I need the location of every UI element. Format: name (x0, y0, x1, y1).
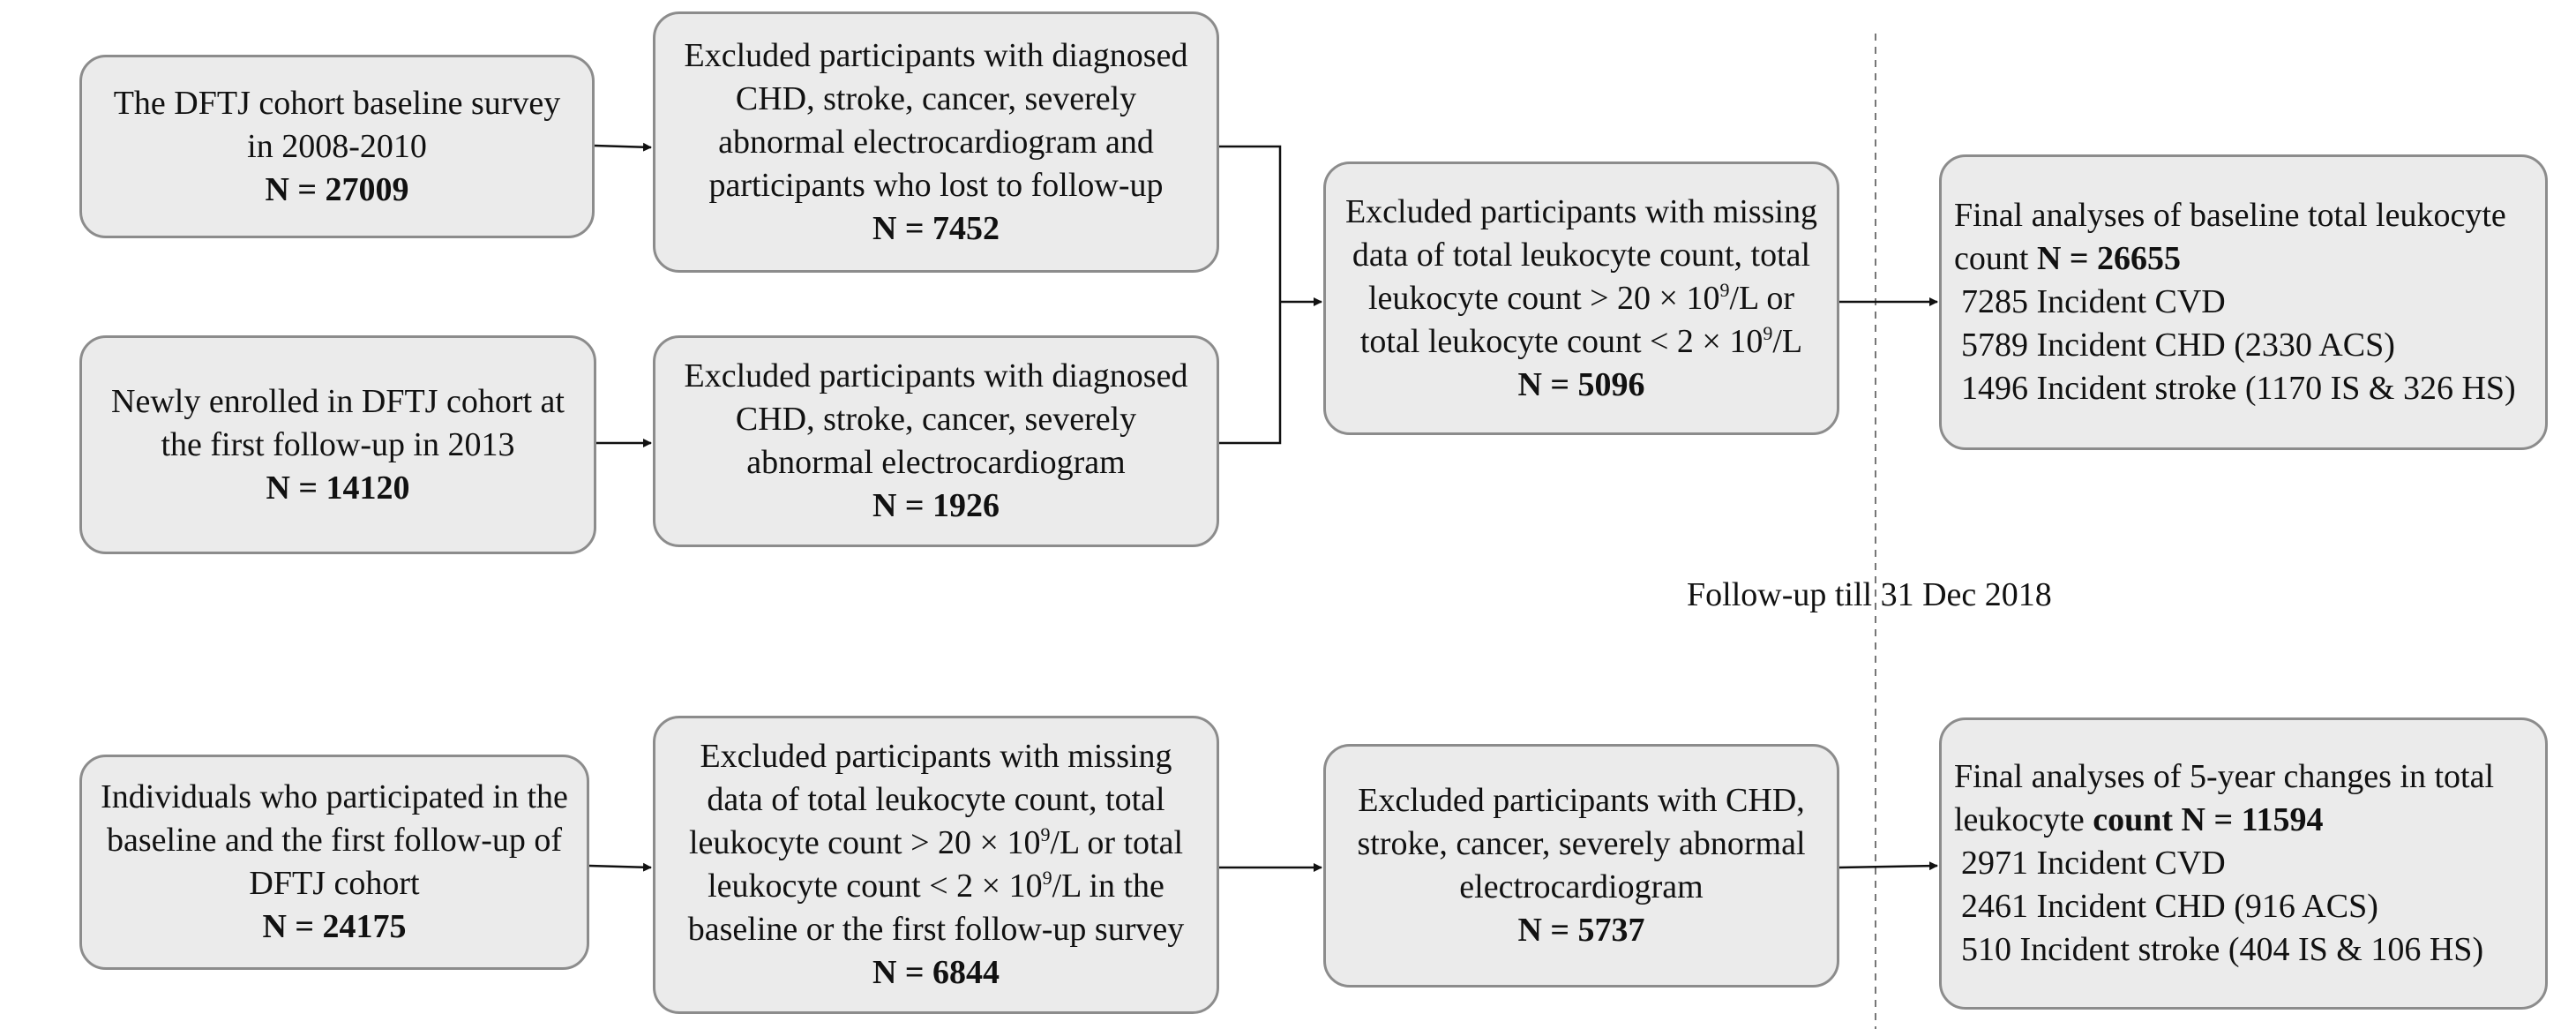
baseline-survey-line1: The DFTJ cohort baseline survey (113, 84, 561, 122)
excluded2-count: N = 1926 (872, 487, 1000, 524)
followup-label: Follow-up till 31 Dec 2018 (1687, 576, 2052, 613)
missing2-count: N = 6844 (872, 954, 1000, 991)
excluded2-line2: CHD, stroke, cancer, severely (735, 401, 1137, 438)
final-baseline-item-stroke: 1496 Incident stroke (1170 IS & 326 HS) (1961, 370, 2516, 407)
excluded1-line2: CHD, stroke, cancer, severely (735, 79, 1137, 117)
final-baseline-item-chd: 5789 Incident CHD (2330 ACS) (1961, 327, 2395, 364)
excluded3-line2: stroke, cancer, severely abnormal (1357, 825, 1806, 862)
missing1-line4-pre: total leukocyte count < 2 × 10 (1359, 322, 1764, 360)
excluded3-count: N = 5737 (1517, 912, 1645, 949)
final-changes-item-stroke: 510 Incident stroke (404 IS & 106 HS) (1961, 931, 2484, 968)
newly-enrolled-line1: Newly enrolled in DFTJ cohort at (111, 382, 565, 420)
final-changes-line2 (1954, 799, 2324, 842)
excluded1-line1: Excluded participants with diagnosed (684, 36, 1188, 74)
missing2-line3-sup: 9 (1040, 823, 1051, 845)
missing1-line3-sup: 9 (1719, 278, 1730, 301)
excluded-diagnosed-box (653, 335, 1219, 547)
excluded-diagnosed-lost-box (653, 11, 1219, 273)
excluded-missing-leukocyte-box (1323, 161, 1839, 435)
merge-bracket (1219, 146, 1280, 443)
excluded-chd-stroke-box (1323, 744, 1839, 988)
missing1-line3-post: /L or (1729, 279, 1794, 317)
final-baseline-analyses-box (1939, 154, 2548, 450)
missing2-line1: Excluded participants with missing (700, 738, 1172, 775)
final-baseline-line2-pre: count (1954, 240, 2037, 277)
missing1-line2: data of total leukocyte count, total (1352, 236, 1811, 274)
missing1-line4-sup: 9 (1763, 321, 1773, 344)
missing1-count: N = 5096 (1517, 365, 1645, 403)
final-baseline-count: N = 26655 (2036, 240, 2182, 277)
missing2-line5: baseline or the first follow-up survey (687, 911, 1185, 948)
excluded2-line1: Excluded participants with diagnosed (684, 357, 1188, 394)
excluded2-line3: abnormal electrocardiogram (746, 444, 1126, 481)
missing1-line4-post: /L (1772, 322, 1803, 360)
arrow-individuals-to-missing2 (589, 866, 651, 868)
missing2-line4-sup: 9 (1042, 867, 1052, 889)
missing1-line3-pre: leukocyte count > 20 × 10 (1367, 279, 1720, 317)
missing2-line4-post: /L in the (1052, 868, 1164, 905)
baseline-survey-line2: in 2008-2010 (247, 127, 427, 165)
excluded1-line4: participants who lost to follow-up (708, 166, 1164, 204)
final-baseline-line2 (1954, 237, 2181, 281)
excluded3-line3: electrocardiogram (1459, 868, 1704, 905)
missing2-line3-pre: leukocyte count > 20 × 10 (688, 824, 1041, 861)
missing2-line3-post: /L or total (1050, 824, 1184, 861)
individuals-line3: DFTJ cohort (249, 865, 420, 902)
newly-enrolled-count: N = 14120 (266, 469, 410, 507)
excluded3-line1: Excluded participants with CHD, (1358, 782, 1805, 819)
individuals-line1: Individuals who participated in the (101, 778, 568, 815)
missing1-line1: Excluded participants with missing (1344, 192, 1818, 230)
baseline-survey-box (79, 55, 595, 238)
excluded-missing-leukocyte-followup-box (653, 716, 1219, 1014)
baseline-survey-count: N = 27009 (265, 170, 409, 208)
missing2-line4-pre: leukocyte count < 2 × 10 (708, 868, 1043, 905)
final-changes-item-cvd: 2971 Incident CVD (1961, 845, 2226, 882)
final-changes-count: count N = 11594 (2093, 801, 2324, 838)
arrow-excluded3-to-final-changes (1839, 866, 1937, 868)
missing2-line2: data of total leukocyte count, total (707, 781, 1165, 818)
missing2-line3 (689, 822, 1183, 865)
excluded1-count: N = 7452 (872, 209, 1000, 247)
newly-enrolled-line2: the first follow-up in 2013 (161, 425, 515, 463)
final-changes-line2-pre: leukocyte (1954, 801, 2093, 838)
excluded1-line3: abnormal electrocardiogram and (718, 123, 1154, 161)
arrow-baseline-to-excluded1 (595, 146, 651, 147)
missing1-line3 (1368, 277, 1794, 320)
final-baseline-line1: Final analyses of baseline total leukocyte (1954, 197, 2506, 234)
final-changes-analyses-box (1939, 717, 2548, 1010)
final-changes-line1: Final analyses of 5-year changes in total (1954, 758, 2495, 795)
individuals-both-box (79, 755, 589, 970)
individuals-line2: baseline and the first follow-up of (106, 822, 563, 859)
individuals-count: N = 24175 (262, 908, 407, 945)
newly-enrolled-box (79, 335, 596, 554)
missing1-line4 (1360, 320, 1802, 364)
final-baseline-item-cvd: 7285 Incident CVD (1961, 283, 2226, 320)
missing2-line4 (708, 865, 1164, 908)
final-changes-item-chd: 2461 Incident CHD (916 ACS) (1961, 888, 2378, 925)
